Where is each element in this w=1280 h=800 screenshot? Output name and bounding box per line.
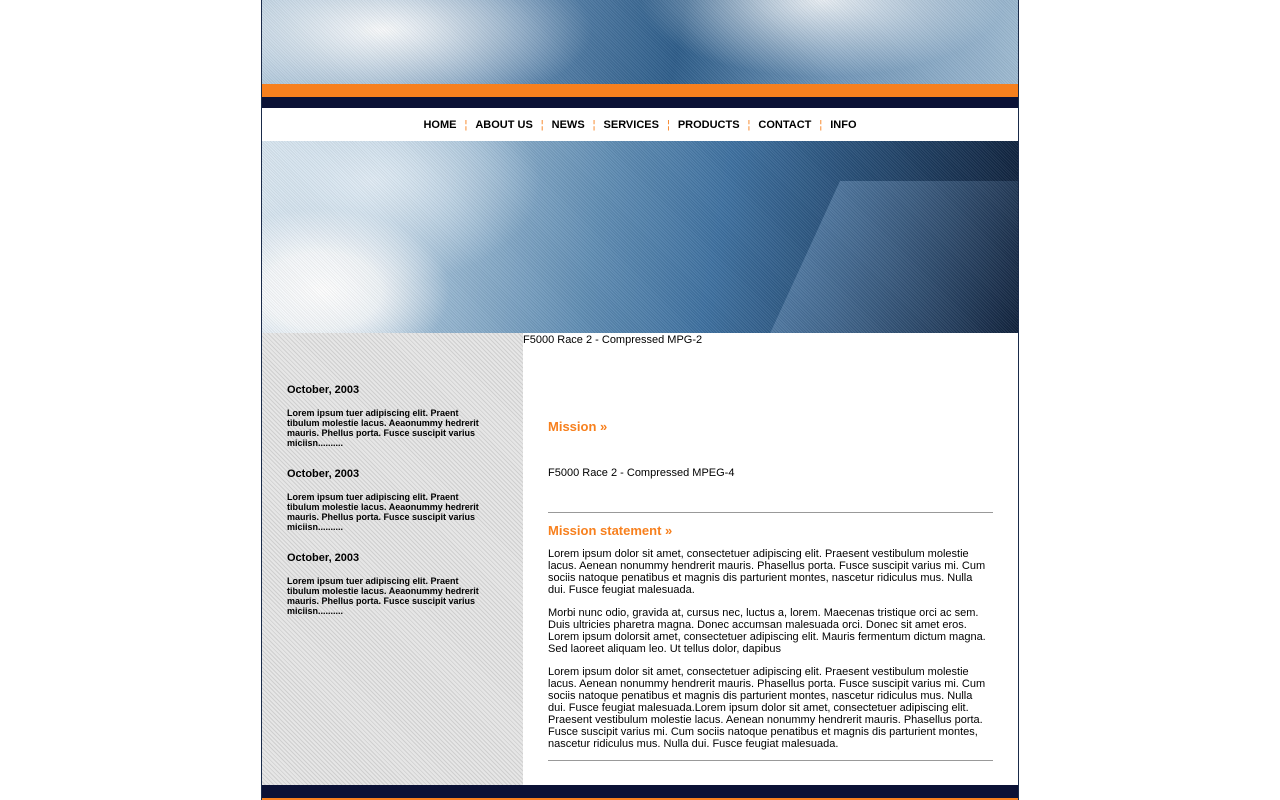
orange-divider-bar [262,84,1018,97]
nav-info-link[interactable]: INFO [830,118,857,131]
news-item [287,552,492,616]
body-paragraph: Lorem ipsum dolor sit amet, consectetuer adipiscing elit. Praesent vestibulum molestie lacus. Aenean nonummy hendrerit mauris. Phasellus porta. Fusce suscipit varius mi. Cum sociis natoque penatibus et magnis dis parturient montes, nascetur ridiculus mus. Nulla dui. Fusce feugiat malesuada.Lorem ipsum dolor sit amet, consectetuer adipiscing elit. Praesent vestibulum molestie lacus. Aenean nonummy hendrerit mauris. Phasellus porta. Fusce suscipit varius mi. Cum sociis natoque penatibus et magnis dis parturient montes, nascetur ridiculus mus. Nulla dui. Fusce feugiat malesuada. [548,666,986,750]
nav-separator: ¦ [666,118,670,131]
nav-separator: ¦ [747,118,751,131]
navy-divider-bar [262,97,1018,108]
mission-heading-link[interactable]: Mission » [548,419,608,434]
nav-separator: ¦ [819,118,823,131]
body-paragraph: Morbi nunc odio, gravida at, cursus nec, luctus a, lorem. Maecenas tristique orci ac sem. Duis ultricies pharetra magna. Donec accumsan malesuada orci. Donec sit amet eros. Lorem ipsum dolorsit amet, consectetuer adipiscing elit. Mauris fermentum dictum magna. Sed laoreet aliquam leo. Ut tellus dolor, dapibus [548,607,986,655]
news-summary: Lorem ipsum tuer adipiscing elit. Praent tibulum molestie lacus. Aeaonummy hedrerit mauris. Phellus porta. Fusce suscipit varius miciisn.......... [287,408,479,448]
news-date: October, 2003 [287,468,360,480]
footer-navy-bar [262,785,1018,798]
body-paragraph: Lorem ipsum dolor sit amet, consectetuer adipiscing elit. Praesent vestibulum molestie lacus. Aenean nonummy hendrerit mauris. Phasellus porta. Fusce suscipit varius mi. Cum sociis natoque penatibus et magnis dis parturient montes, nascetur ridiculus mus. Nulla dui. Fusce feugiat malesuada. [548,548,986,596]
nav-contact-link[interactable]: CONTACT [758,118,812,131]
nav-separator: ¦ [540,118,544,131]
video-caption[interactable]: F5000 Race 2 - Compressed MPG-2 [523,334,703,346]
section-divider [548,760,993,761]
mission-statement-heading-link[interactable]: Mission statement » [548,523,673,538]
hero-banner-image [262,141,1018,333]
section-divider [548,512,993,513]
nav-separator: ¦ [464,118,468,131]
nav-news-link[interactable]: NEWS [551,118,585,131]
news-item [287,468,492,532]
nav-products-link[interactable]: PRODUCTS [677,118,740,131]
news-summary: Lorem ipsum tuer adipiscing elit. Praent tibulum molestie lacus. Aeaonummy hedrerit mauris. Phellus porta. Fusce suscipit varius miciisn.......... [287,492,479,532]
hero-banner-facet [762,181,1018,333]
news-item [287,384,492,448]
news-sidebar [262,333,523,785]
video-caption[interactable]: F5000 Race 2 - Compressed MPEG-4 [548,467,735,479]
news-summary: Lorem ipsum tuer adipiscing elit. Praent tibulum molestie lacus. Aeaonummy hedrerit mauris. Phellus porta. Fusce suscipit varius miciisn.......... [287,576,479,616]
nav-about-us-link[interactable]: ABOUT US [475,118,533,131]
main-navigation [262,108,1018,141]
news-date: October, 2003 [287,384,360,396]
nav-services-link[interactable]: SERVICES [603,118,659,131]
main-content [523,333,1018,785]
top-banner-image [262,0,1018,84]
nav-home-link[interactable]: HOME [423,118,457,131]
page-container [261,0,1019,800]
nav-separator: ¦ [592,118,596,131]
news-date: October, 2003 [287,552,360,564]
